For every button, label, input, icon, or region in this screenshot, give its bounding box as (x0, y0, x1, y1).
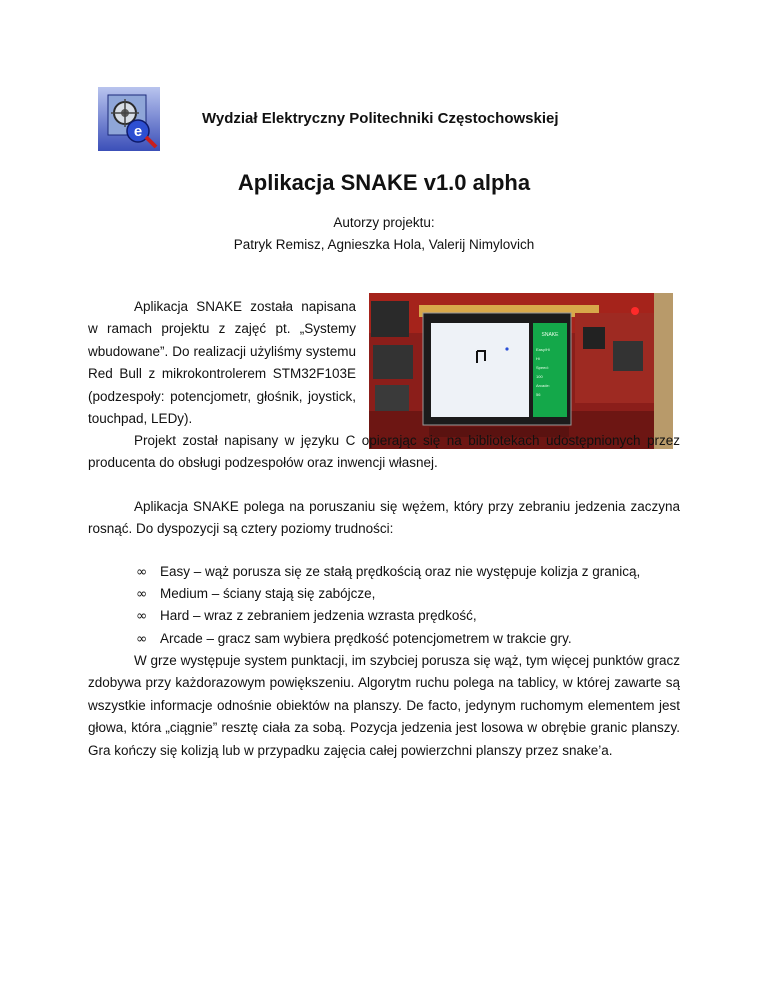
faculty-name: Wydział Elektryczny Politechniki Częstochowskiej (202, 110, 559, 127)
paragraph-intro: Aplikacja SNAKE została napisana w ramach projektu z zajęć pt. „Systemy wbudowane”. Do realizacji użyliśmy systemu Red Bull z mikrokontrolerem STM32F103E (podzespoły: potencjometr, głośnik, joystick, touchpad, LEDy). (88, 299, 356, 427)
bullet-icon: ∞ (136, 608, 148, 625)
photo-screen-menu-line: 56 (536, 392, 541, 397)
difficulty-list (136, 561, 640, 650)
bullet-icon: ∞ (136, 564, 148, 580)
faculty-logo-icon (98, 87, 160, 151)
device-photo (369, 293, 673, 449)
bullet-icon: ∞ (136, 586, 148, 603)
photo-screen-menu-line: 100 (536, 374, 543, 379)
page-title: Aplikacja SNAKE v1.0 alpha (237, 170, 531, 195)
paragraph-implementation: Projekt został napisany w języku C opierając się na bibliotekach udostępnionych przez producenta do obsługi podzespołów oraz inwencji własnej. (88, 433, 680, 471)
list-item: ∞ Medium – ściany stają się zabójcze, (136, 583, 640, 605)
authors-label: Autorzy projektu: (333, 215, 435, 230)
photo-screen-menu-line: Hi (536, 356, 540, 361)
svg-text:e: e (133, 123, 143, 140)
bullet-icon: ∞ (136, 630, 148, 647)
photo-screen-menu-line: Speed: (536, 365, 549, 370)
authors-block (0, 212, 768, 256)
photo-screen-menu-line: Arcade: (536, 383, 550, 388)
photo-screen-menu-line: Easy/Hi (536, 347, 550, 352)
photo-screen-title: SNAKE (541, 332, 559, 338)
list-item: ∞ Arcade – gracz sam wybiera prędkość potencjometrem w trakcie gry. (136, 628, 640, 650)
paragraph-gameplay: Aplikacja SNAKE polega na poruszaniu się wężem, który przy zebraniu jedzenia zaczyna rosnąć. Do dyspozycji są cztery poziomy trudności: (88, 499, 680, 537)
paragraph-scoring: W grze występuje system punktacji, im szybciej porusza się wąż, tym więcej punktów gracz zdobywa przy każdorazowym powiększeniu. Algorytm ruchu polega na tablicy, w której zawarte są wszystkie informacje odnośnie obiektów na planszy. De facto, jedynym ruchomym elementem jest głowa, która „ciągnie” resztę ciała za sobą. Pozycja jedzenia jest losowa w obrębie granic planszy. Gra kończy się kolizją lub w przypadku zajęcia całej powierzchni planszy przez snake’a. (88, 653, 680, 758)
authors-names: Patryk Remisz, Agnieszka Hola, Valerij Nimylovich (233, 237, 535, 252)
list-item: ∞ Hard – wraz z zebraniem jedzenia wzrasta prędkość, (136, 605, 640, 627)
list-item: ∞ Easy – wąż porusza się ze stałą prędkością oraz nie występuje kolizja z granicą, (136, 561, 640, 583)
